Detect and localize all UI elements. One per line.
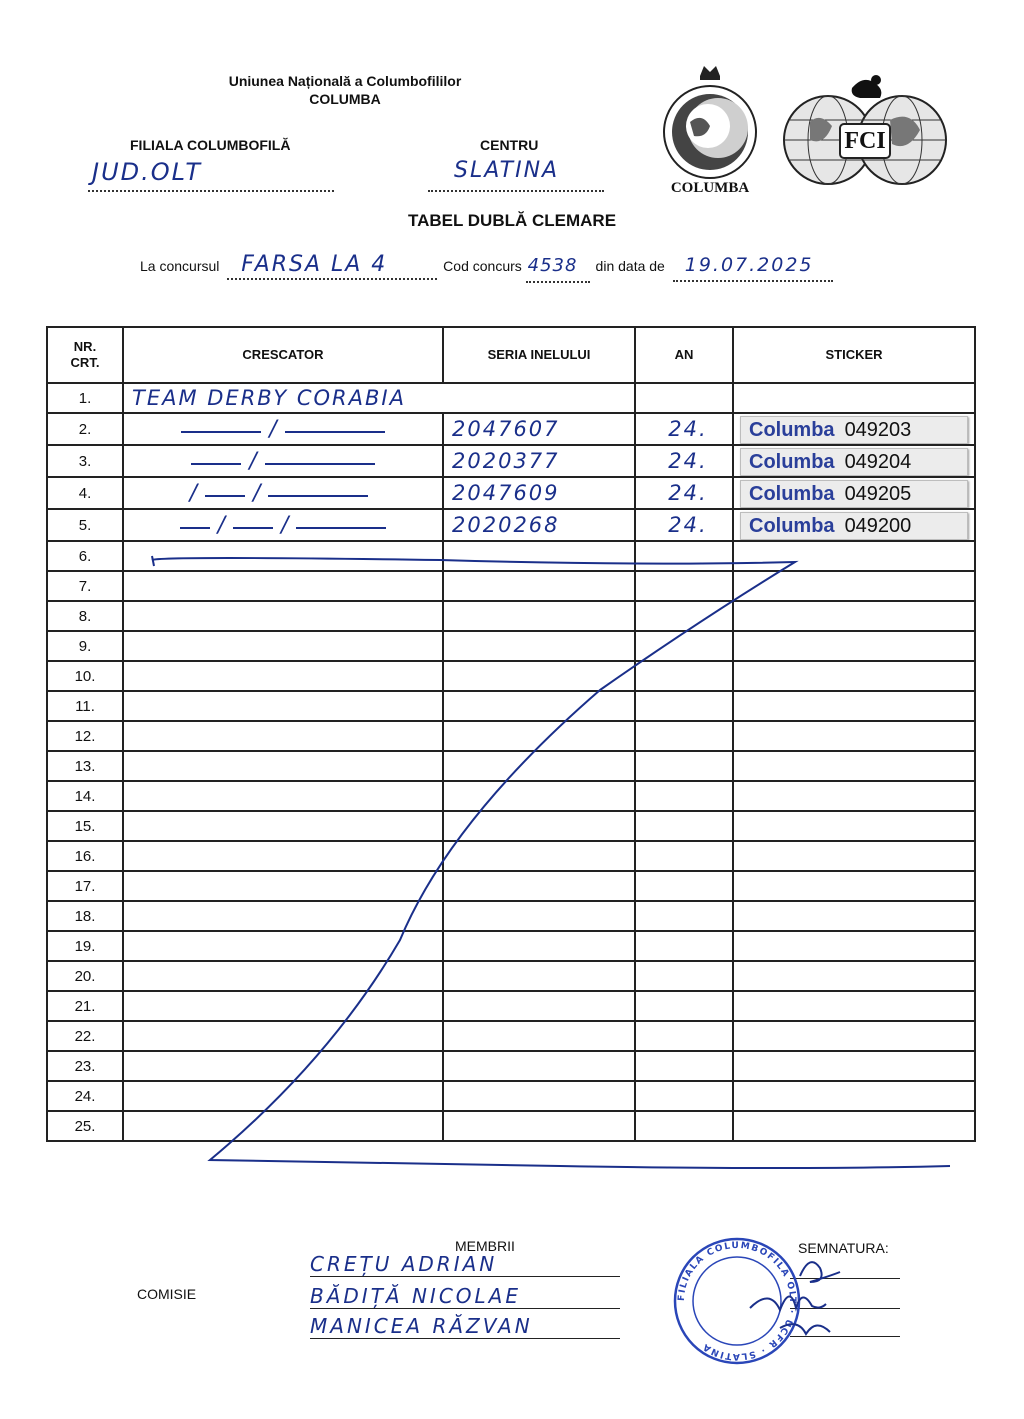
data-value: 19.07.2025 [684, 254, 814, 276]
filiala-label: FILIALA COLUMBOFILĂ [130, 137, 291, 153]
filiala-value: JUD.OLT [92, 158, 203, 186]
signature-scribbles [740, 1248, 860, 1348]
org-name: Uniunea Națională a Columbofililor [228, 73, 462, 89]
stamp-text: FILIALA COLUMBOFILA OLT · UCFR · SLATINA [676, 1240, 798, 1362]
member-name: CREȚU ADRIAN [310, 1252, 620, 1277]
ditto-mark: / [269, 416, 277, 442]
serie-value: 2047607 [452, 417, 560, 441]
page-title: TABEL DUBLĂ CLEMARE [407, 211, 617, 230]
ditto-mark: / [189, 480, 197, 506]
ditto-mark: / [249, 448, 257, 474]
crescator-value: TEAM DERBY CORABIA [132, 386, 406, 410]
col-crescator-header: CRESCATOR [123, 327, 443, 383]
membrii-label: MEMBRII [455, 1238, 515, 1254]
an-value: 24. [668, 417, 708, 441]
row-number: 23. [47, 1051, 123, 1081]
comisie-label: COMISIE [137, 1286, 197, 1302]
sticker-number: 049204 [844, 451, 912, 473]
row-number: 12. [47, 721, 123, 751]
sticker-brand: Columba [749, 483, 835, 505]
row-number: 25. [47, 1111, 123, 1141]
data-label: din data de [595, 258, 665, 274]
member-name: BĂDIȚĂ NICOLAE [310, 1284, 620, 1309]
cod-label: Cod concurs [443, 258, 522, 274]
row-number: 7. [47, 571, 123, 601]
ditto-mark: / [217, 512, 225, 538]
row-number: 17. [47, 871, 123, 901]
row-number: 2. [47, 413, 123, 445]
row-number: 24. [47, 1081, 123, 1111]
col-serie-header: SERIA INELULUI [443, 327, 635, 383]
col-nr-header: NR. CRT. [47, 327, 123, 383]
col-sticker-header: STICKER [733, 327, 975, 383]
serie-value: 2020377 [452, 449, 560, 473]
member-name: MANICEA RĂZVAN [310, 1314, 620, 1339]
sticker-brand: Columba [749, 451, 835, 473]
row-number: 15. [47, 811, 123, 841]
row-number: 10. [47, 661, 123, 691]
row-number: 21. [47, 991, 123, 1021]
row-number: 16. [47, 841, 123, 871]
logo-caption: COLUMBA [670, 180, 750, 196]
row-number: 20. [47, 961, 123, 991]
semnatura-label: SEMNATURA: [798, 1240, 889, 1256]
centru-value: SLATINA [454, 158, 560, 183]
ditto-mark: / [253, 480, 261, 506]
concurs-label: La concursul [140, 258, 220, 274]
sticker-number: 049205 [844, 483, 912, 505]
centru-label: CENTRU [480, 137, 539, 153]
sticker-brand: Columba [749, 419, 835, 441]
sticker-brand: Columba [749, 515, 835, 537]
sticker-number: 049203 [844, 419, 912, 441]
col-an-header: AN [635, 327, 733, 383]
cod-value: 4538 [527, 255, 578, 276]
row-number: 1. [47, 383, 123, 413]
sticker-number: 049200 [844, 515, 912, 537]
an-value: 24. [668, 481, 708, 505]
row-number: 22. [47, 1021, 123, 1051]
row-number: 11. [47, 691, 123, 721]
row-number: 13. [47, 751, 123, 781]
an-value: 24. [668, 513, 708, 537]
fci-caption: FCI [844, 128, 886, 154]
row-number: 5. [47, 509, 123, 541]
row-number: 3. [47, 445, 123, 477]
row-number: 8. [47, 601, 123, 631]
ditto-mark: / [281, 512, 289, 538]
row-number: 18. [47, 901, 123, 931]
org-subname: COLUMBA [309, 91, 381, 107]
row-number: 6. [47, 541, 123, 571]
row-number: 19. [47, 931, 123, 961]
row-number: 9. [47, 631, 123, 661]
row-number: 14. [47, 781, 123, 811]
serie-value: 2020268 [452, 513, 560, 537]
row-number: 4. [47, 477, 123, 509]
serie-value: 2047609 [452, 481, 560, 505]
concurs-value: FARSA LA 4 [241, 252, 388, 277]
an-value: 24. [668, 449, 708, 473]
